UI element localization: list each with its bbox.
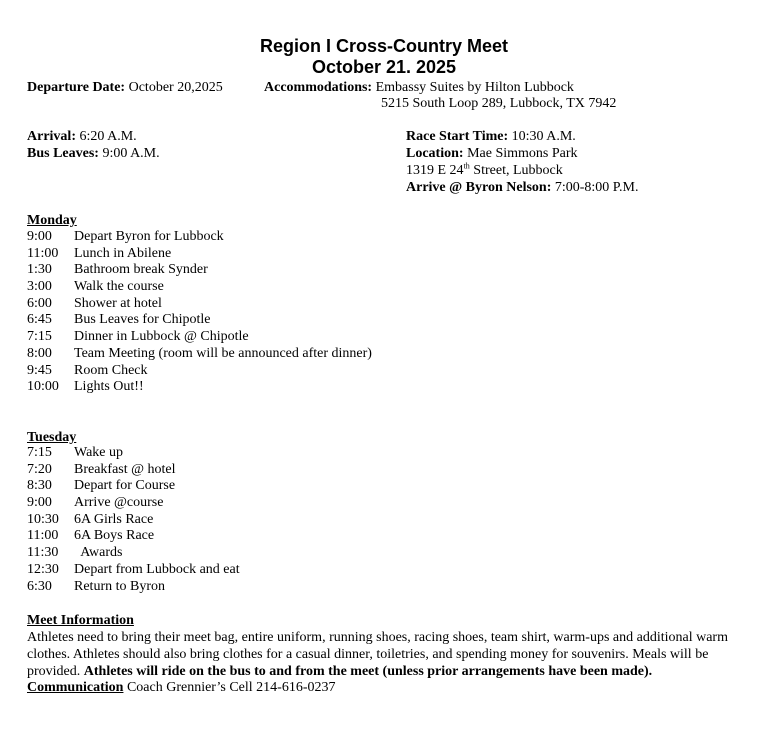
schedule-event: Bus Leaves for Chipotle (74, 312, 211, 328)
accommodations-address: 5215 South Loop 289, Lubbock, TX 7942 (381, 96, 617, 111)
arrival-value: 6:20 A.M. (79, 129, 137, 144)
schedule-time: 8:30 (27, 478, 52, 494)
meet-info-heading: Meet Information (27, 613, 134, 628)
schedule-event: Room Check (74, 362, 148, 378)
schedule-event: Walk the course (74, 279, 164, 295)
schedule-time: 7:15 (27, 445, 52, 460)
schedule-event: 6A Girls Race (74, 511, 154, 527)
schedule-time: 12:30 (27, 561, 59, 577)
race-start-label: Race Start Time: (406, 129, 509, 144)
schedule-time: 7:20 (27, 461, 52, 477)
schedule-event: 6A Boys Race (74, 528, 155, 544)
meet-info-text: Athletes need to bring their meet bag, entire uniform, running shoes, racing shoes, team shirt, warm-ups and additional warm clothes. Athletes should also bring clothes for a casual dinner, toiletries, and spending money for souvenirs. Meals will be provided. (27, 630, 728, 679)
schedule-row (27, 478, 240, 495)
schedule-row (27, 329, 372, 346)
schedule-row (27, 312, 372, 329)
schedule-row (27, 296, 372, 313)
street-name: Street, Lubbock (469, 163, 563, 178)
schedule-time: 7:15 (27, 329, 52, 345)
schedule-row (27, 279, 372, 296)
schedule-row (27, 462, 240, 479)
schedule-event: Dinner in Lubbock @ Chipotle (74, 329, 249, 345)
schedule-row (27, 445, 240, 462)
schedule-time: 9:00 (27, 495, 52, 511)
schedule-time: 9:00 (27, 229, 52, 244)
schedule-event: Wake up (74, 445, 124, 460)
monday-heading: Monday (27, 213, 77, 228)
schedule-event: Bathroom break Synder (74, 262, 208, 278)
meet-info-bold: Athletes will ride on the bus to and from the meet (unless prior arrangements have been made). (83, 664, 653, 679)
arrive-byron (406, 179, 638, 196)
meet-info-paragraph (27, 629, 747, 680)
schedule-time: 6:30 (27, 578, 52, 594)
schedule-event: Depart for Course (74, 478, 176, 494)
schedule-row (27, 246, 372, 263)
arrival (27, 128, 137, 145)
schedule-event: Shower at hotel (74, 295, 162, 311)
schedule-time: 6:45 (27, 312, 52, 328)
schedule-row (27, 262, 372, 279)
departure-date (27, 79, 223, 96)
schedule-time: 10:00 (27, 379, 59, 395)
location-value: Mae Simmons Park (467, 146, 578, 161)
schedule-time: 3:00 (27, 279, 52, 295)
schedule-time: 6:00 (27, 295, 52, 311)
tuesday-heading: Tuesday (27, 430, 77, 445)
monday-schedule (27, 229, 372, 396)
schedule-time: 9:45 (27, 362, 52, 378)
communication (27, 679, 335, 696)
schedule-event: Lights Out!! (74, 379, 144, 395)
race-start (406, 128, 576, 145)
arrive-byron-value: 7:00-8:00 P.M. (554, 180, 639, 195)
communication-text: Coach Grennier’s Cell 214-616-0237 (123, 680, 336, 695)
schedule-time: 1:30 (27, 262, 52, 278)
page-title: Region I Cross-Country Meet (259, 36, 509, 56)
schedule-time: 11:00 (27, 528, 59, 544)
schedule-row (27, 512, 240, 529)
schedule-row (27, 579, 240, 596)
bus-leaves-label: Bus Leaves: (27, 146, 99, 161)
departure-value: October 20,2025 (128, 80, 223, 95)
schedule-event: Depart from Lubbock and eat (74, 561, 240, 577)
location-street (406, 162, 563, 179)
arrive-byron-label: Arrive @ Byron Nelson: (406, 180, 552, 195)
communication-heading: Communication (27, 680, 124, 695)
race-start-value: 10:30 A.M. (511, 129, 576, 144)
schedule-row (27, 545, 240, 562)
accommodations-label: Accommodations: (264, 80, 373, 95)
schedule-event: Breakfast @ hotel (74, 461, 176, 477)
bus-leaves (27, 145, 160, 162)
schedule-row (27, 346, 372, 363)
schedule-time: 11:30 (27, 545, 59, 561)
location (406, 145, 578, 162)
accommodations (264, 79, 574, 96)
schedule-row (27, 379, 372, 396)
location-label: Location: (406, 146, 464, 161)
schedule-row (27, 229, 372, 246)
street-number: 1319 E 24 (406, 163, 464, 178)
schedule-event: Awards (74, 545, 123, 561)
accommodations-value: Embassy Suites by Hilton Lubbock (375, 80, 574, 95)
schedule-event: Return to Byron (74, 578, 165, 594)
schedule-row (27, 562, 240, 579)
schedule-row (27, 495, 240, 512)
schedule-time: 11:00 (27, 245, 59, 261)
schedule-event: Arrive @course (74, 495, 164, 511)
schedule-time: 10:30 (27, 511, 59, 527)
tuesday-schedule (27, 445, 240, 595)
schedule-event: Team Meeting (room will be announced after dinner) (74, 345, 372, 361)
bus-leaves-value: 9:00 A.M. (102, 146, 160, 161)
arrival-label: Arrival: (27, 129, 76, 144)
schedule-row (27, 363, 372, 380)
schedule-row (27, 528, 240, 545)
schedule-event: Lunch in Abilene (74, 245, 172, 261)
schedule-event: Depart Byron for Lubbock (74, 229, 224, 244)
schedule-time: 8:00 (27, 345, 52, 361)
street-suffix: th (463, 161, 470, 171)
meet-date: October 21. 2025 (311, 57, 457, 77)
departure-label: Departure Date: (27, 80, 126, 95)
